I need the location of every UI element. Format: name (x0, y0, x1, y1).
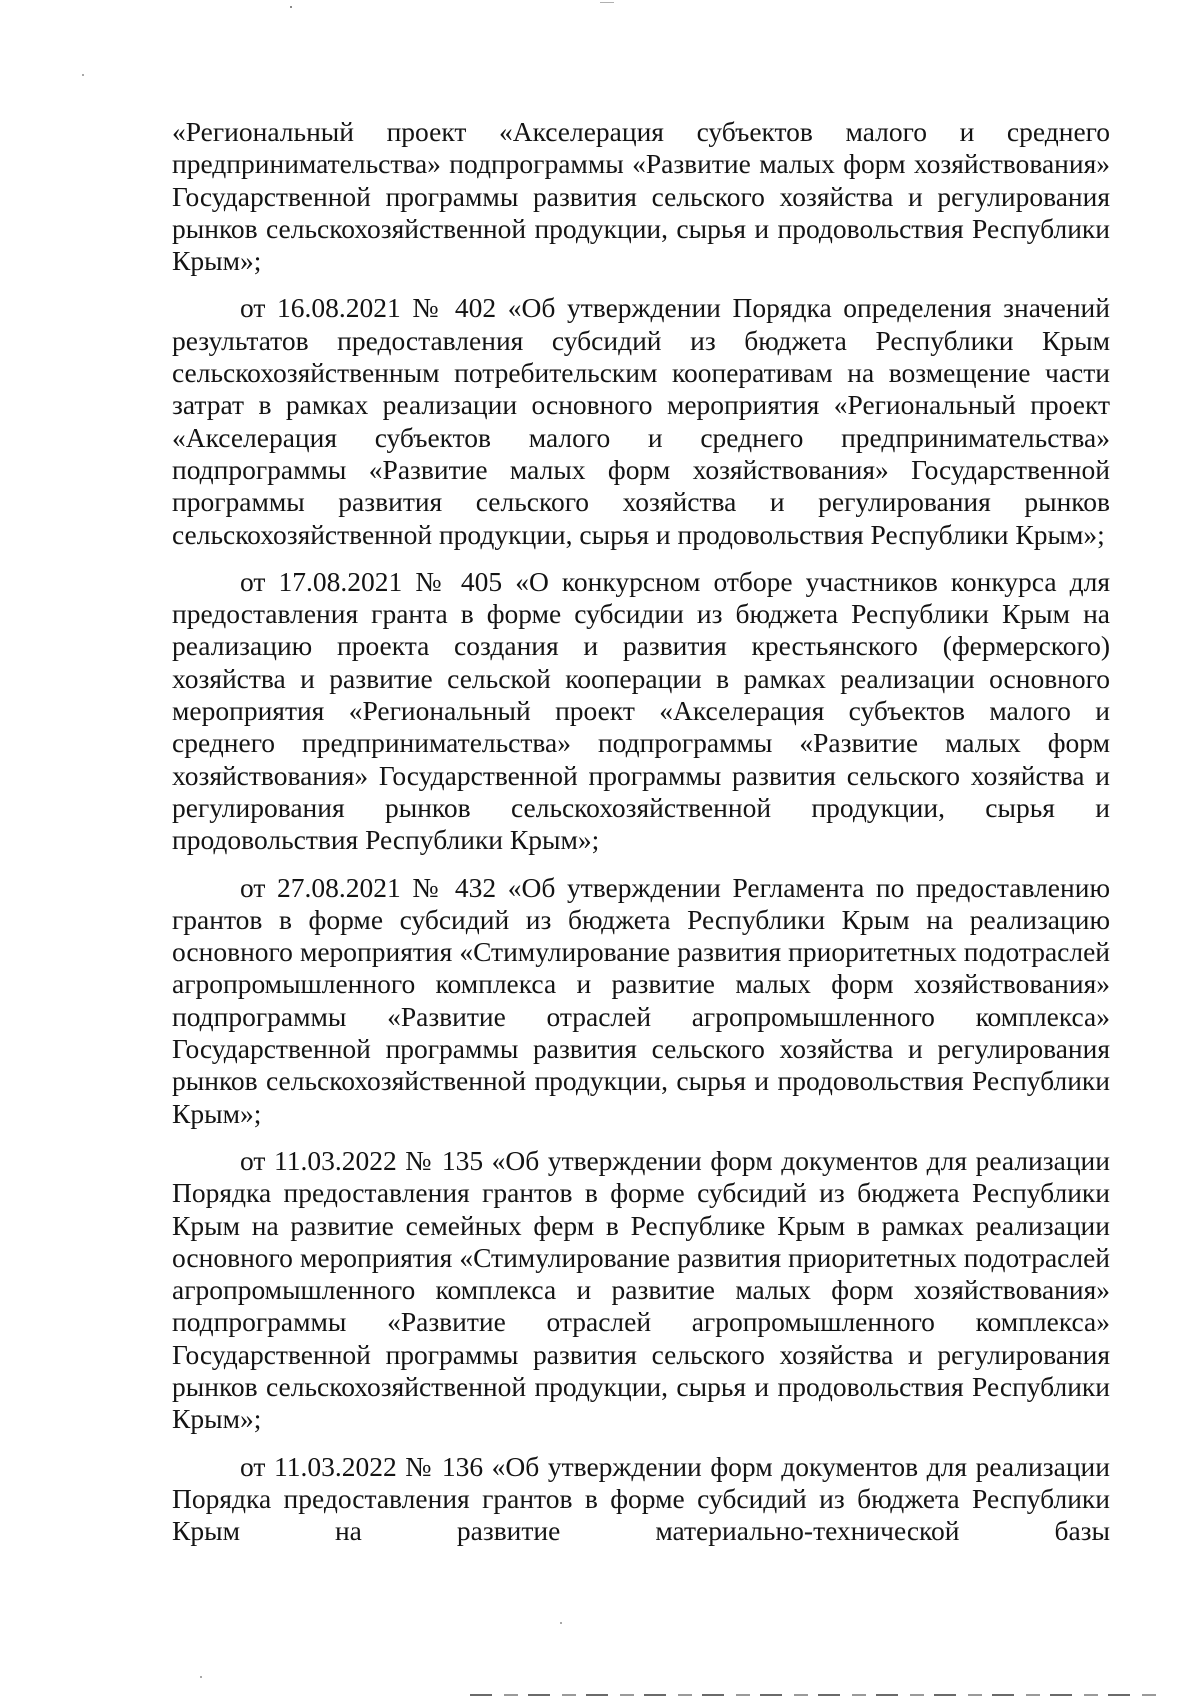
scan-speck (600, 2, 614, 3)
paragraph-order-402: от 16.08.2021 № 402 «Об утверждении Порядка определения значений результатов предоставления субсидий из бюджета Республики Крым сельскохозяйственным потребительским кооперативам на возмещение части затрат в рамках реализации основного мероприятия «Региональный проект «Акселерация субъектов малого и среднего предпринимательства» подпрограммы «Развитие малых форм хозяйствования» Государственной программы развития сельского хозяйства и регулирования рынков сельскохозяйственной продукции, сырья и продовольствия Республики Крым»; (172, 292, 1110, 550)
paragraph-continuation: «Региональный проект «Акселерация субъектов малого и среднего предпринимательства» подпрограммы «Развитие малых форм хозяйствования» Государственной программы развития сельского хозяйства и регулирования рынков сельскохозяйственной продукции, сырья и продовольствия Республики Крым»; (172, 116, 1110, 277)
paragraph-order-405: от 17.08.2021 № 405 «О конкурсном отборе участников конкурса для предоставления гранта в форме субсидии из бюджета Республики Крым на реализацию проекта создания и развития крестьянского (фермерского) хозяйства и развитие сельской кооперации в рамках реализации основного мероприятия «Региональный проект «Акселерация субъектов малого и среднего предпринимательства» подпрограммы «Развитие малых форм хозяйствования» Государственной программы развития сельского хозяйства и регулирования рынков сельскохозяйственной продукции, сырья и продовольствия Республики Крым»; (172, 565, 1110, 856)
paragraph-order-136: от 11.03.2022 № 136 «Об утверждении форм документов для реализации Порядка предоставления грантов в форме субсидий из бюджета Республики Крым на развитие материально-технической базы (172, 1450, 1110, 1547)
scan-speck (200, 1676, 202, 1678)
scan-speck (82, 74, 84, 76)
paragraph-order-432: от 27.08.2021 № 432 «Об утверждении Регламента по предоставлению грантов в форме субсидий из бюджета Республики Крым на реализацию основного мероприятия «Стимулирование развития приоритетных подотраслей агропромышленного комплекса и развитие малых форм хозяйствования» подпрограммы «Развитие отраслей агропромышленного комплекса» Государственной программы развития сельского хозяйства и регулирования рынков сельскохозяйственной продукции, сырья и продовольствия Республики Крым»; (172, 871, 1110, 1129)
scan-speck (290, 6, 292, 8)
document-body (172, 116, 1110, 1562)
scan-speck (560, 1622, 562, 1624)
paragraph-order-135: от 11.03.2022 № 135 «Об утверждении форм документов для реализации Порядка предоставления грантов в форме субсидий из бюджета Республики Крым на развитие семейных ферм в Республике Крым в рамках реализации основного мероприятия «Стимулирование развития приоритетных подотраслей агропромышленного комплекса и развитие малых форм хозяйствования» подпрограммы «Развитие отраслей агропромышленного комплекса» Государственной программы развития сельского хозяйства и регулирования рынков сельскохозяйственной продукции, сырья и продовольствия Республики Крым»; (172, 1144, 1110, 1435)
scan-edge-line (470, 1694, 1160, 1696)
